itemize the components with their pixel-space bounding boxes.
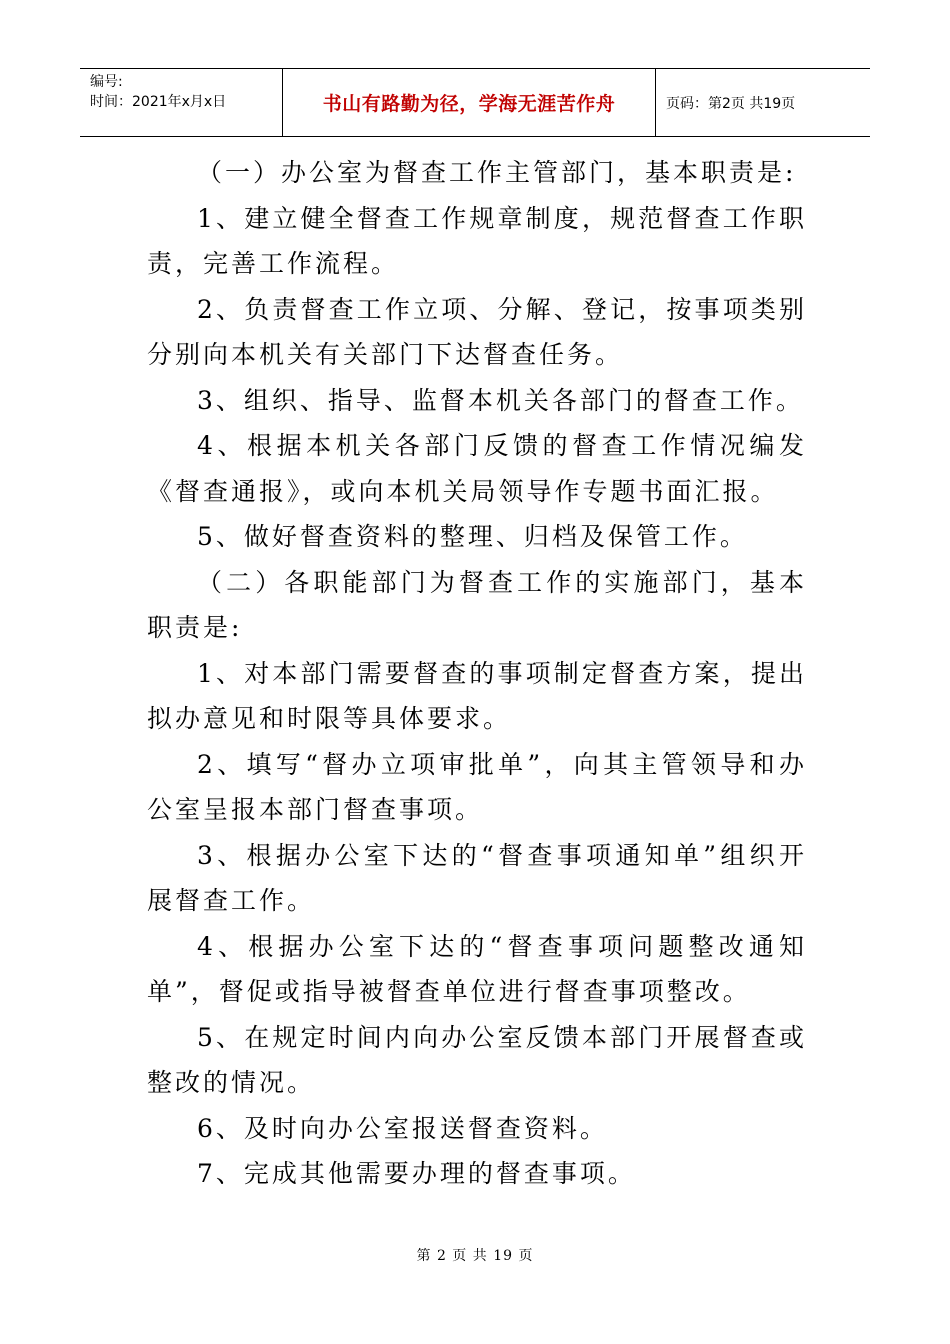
paragraph: 5、做好督查资料的整理、归档及保管工作。 <box>197 522 748 551</box>
header-motto: 书山有路勤为径，学海无涯苦作舟 <box>322 93 616 115</box>
header-page-info: 页码：第2页 共19页 <box>666 95 796 112</box>
paragraph: 5、在规定时间内向办公室反馈本部门开展督查或整改的情况。 <box>147 1022 807 1097</box>
paragraph: 1、对本部门需要督查的事项制定督查方案，提出拟办意见和时限等具体要求。 <box>147 658 807 733</box>
document-body <box>147 150 807 1197</box>
paragraph: 2、负责督查工作立项、分解、登记，按事项类别分别向本机关有关部门下达督查任务。 <box>147 294 807 369</box>
page-footer: 第 2 页 共 19 页 <box>416 1248 534 1264</box>
paragraph: 1、建立健全督查工作规章制度，规范督查工作职责，完善工作流程。 <box>147 203 807 278</box>
paragraph: （一）办公室为督查工作主管部门，基本职责是: <box>197 158 797 187</box>
header-meta-cell <box>80 69 283 136</box>
header-motto-cell <box>283 69 656 136</box>
paragraph: 3、组织、指导、监督本机关各部门的督查工作。 <box>197 385 804 415</box>
document-header <box>80 68 870 137</box>
paragraph: 6、及时向办公室报送督查资料。 <box>197 1113 608 1143</box>
document-date-label: 时间：2021年x月x日 <box>90 94 227 110</box>
paragraph: 2、填写“督办立项审批单”，向其主管领导和办公室呈报本部门督查事项。 <box>147 749 807 824</box>
paragraph: 4、根据本机关各部门反馈的督查工作情况编发《督查通报》，或向本机关局领导作专题书面汇报。 <box>147 431 807 506</box>
header-page-cell <box>656 69 870 136</box>
paragraph: （二）各职能部门为督查工作的实施部门，基本职责是: <box>147 567 807 642</box>
paragraph: 3、根据办公室下达的“督查事项通知单”组织开展督查工作。 <box>147 840 807 915</box>
paragraph: 7、完成其他需要办理的督查事项。 <box>197 1159 636 1188</box>
document-number-label: 编号: <box>90 74 123 90</box>
paragraph: 4、根据办公室下达的“督查事项问题整改通知单”，督促或指导被督查单位进行督查事项整改。 <box>147 931 807 1006</box>
